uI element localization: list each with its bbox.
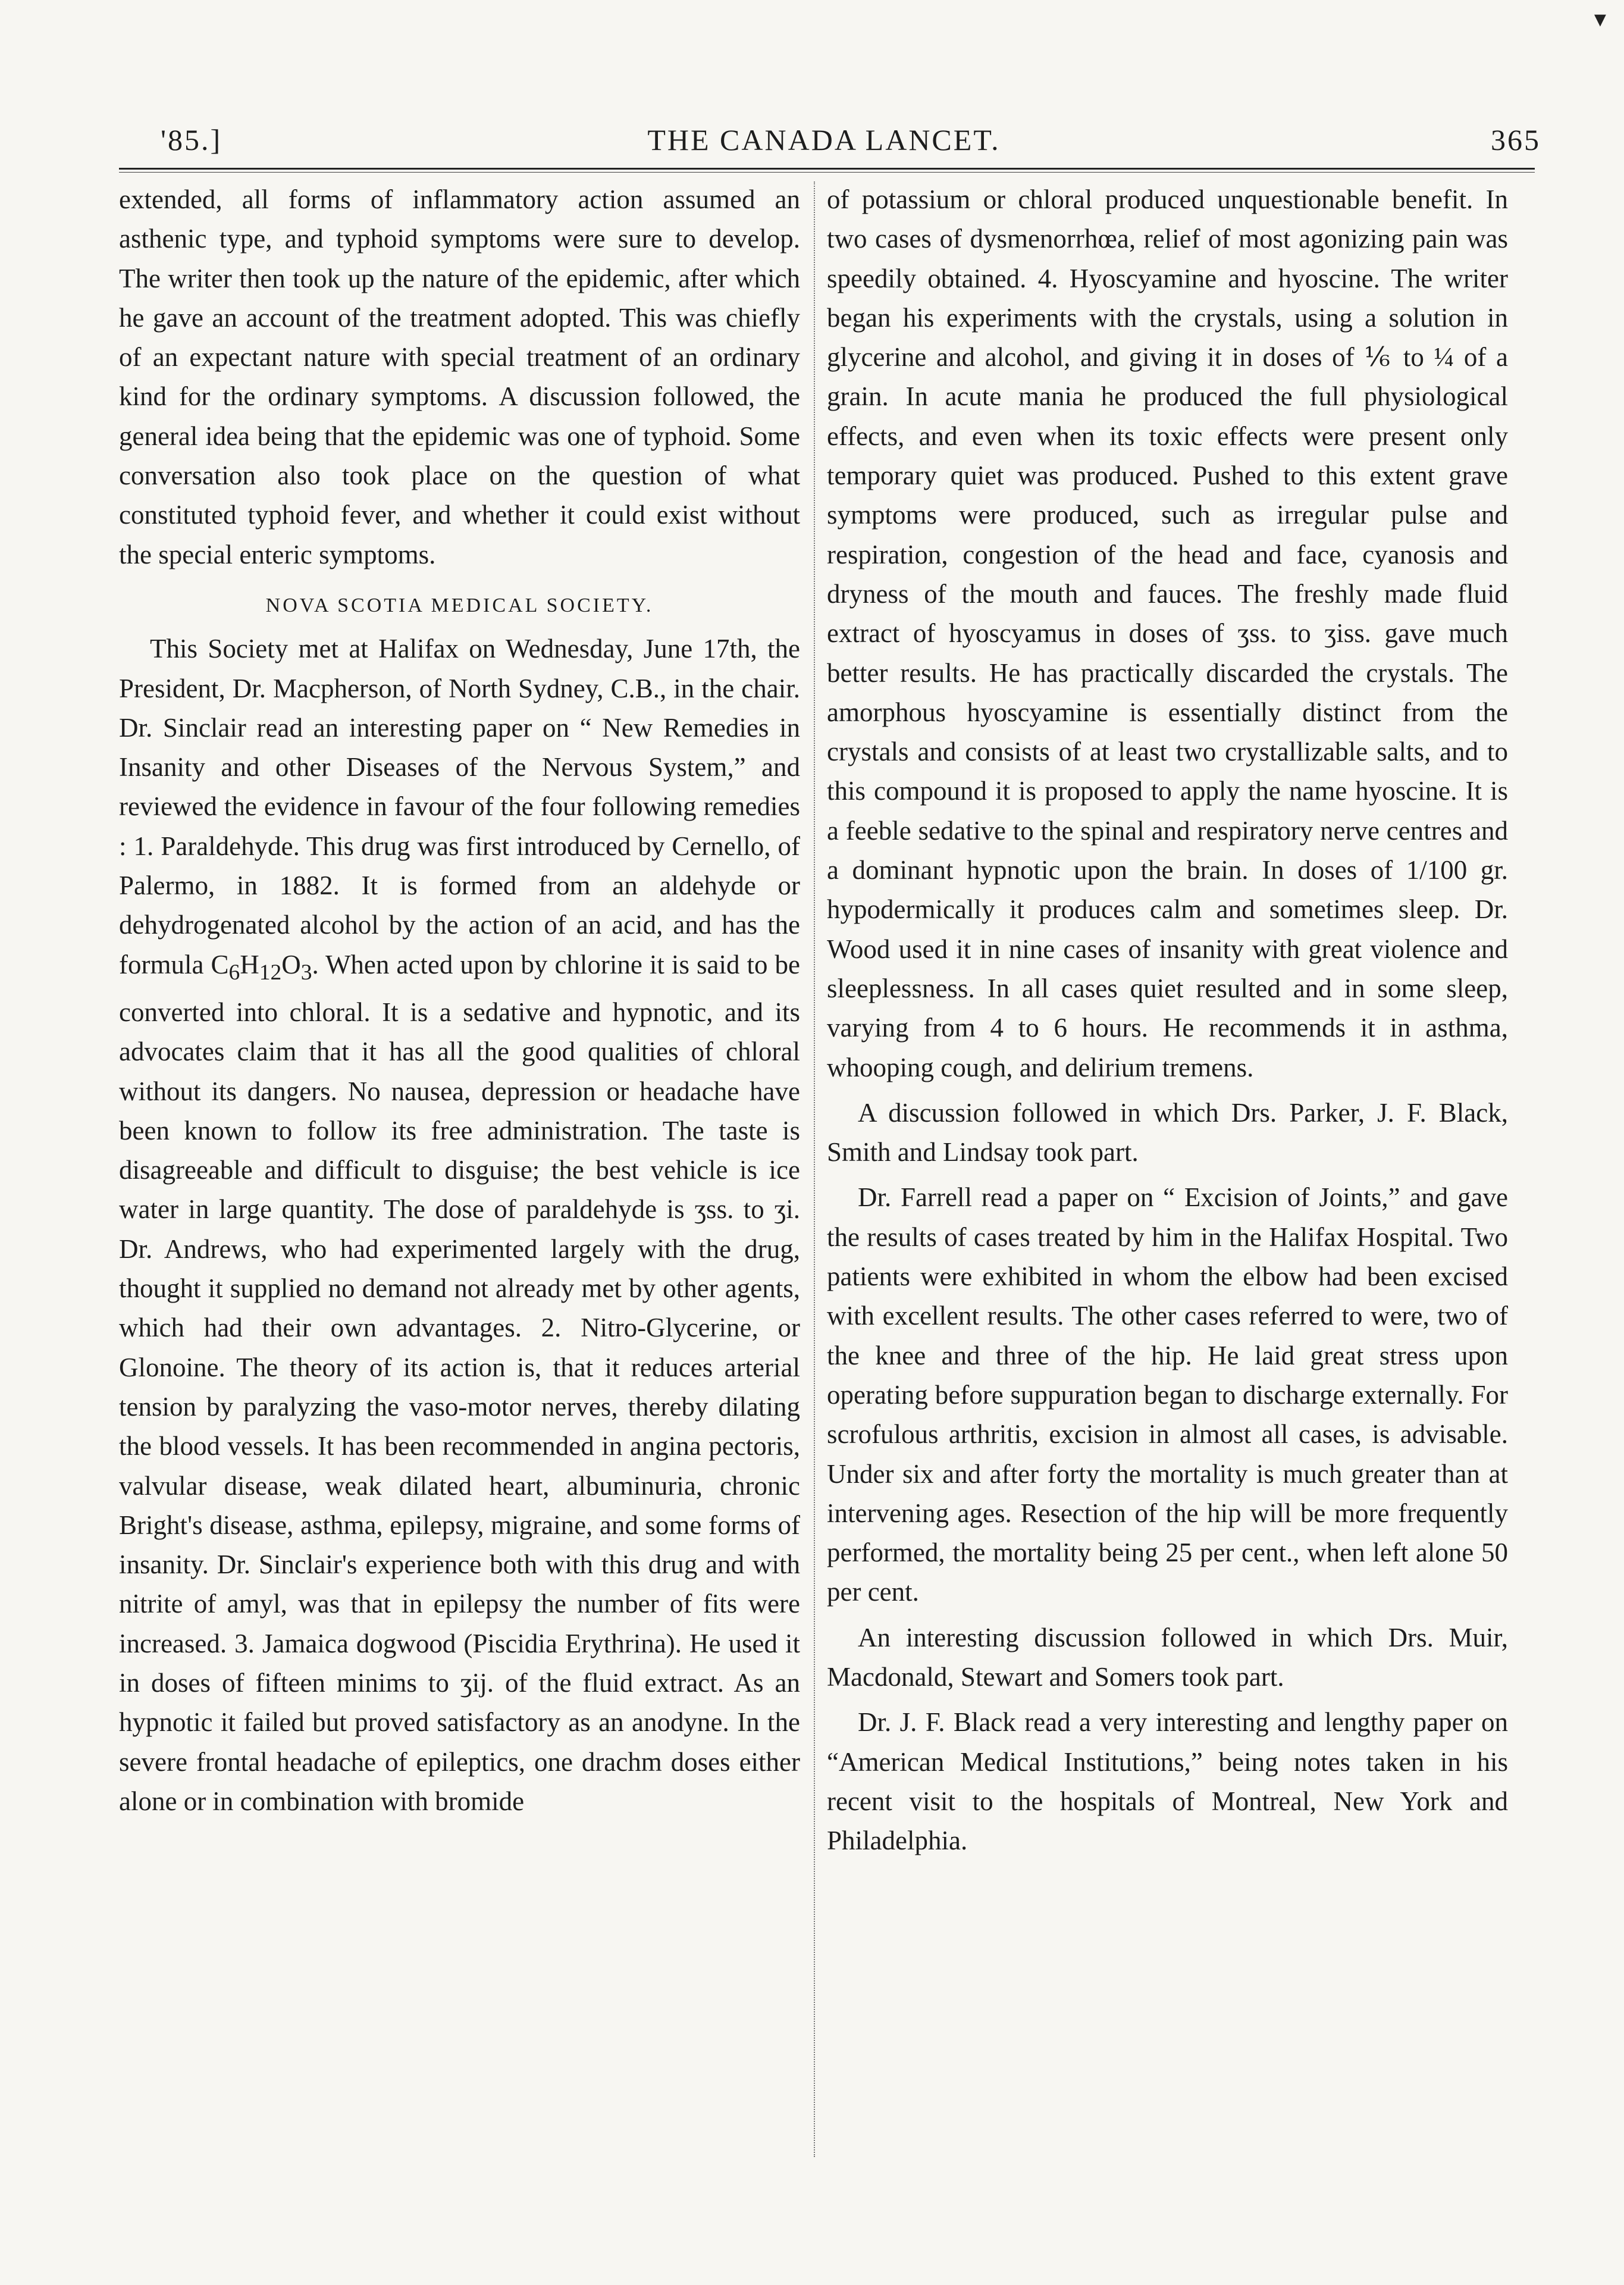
paragraph-discussion: A discussion followed in which Drs. Parker, J. F. Black, Smith and Lindsay took part. xyxy=(827,1097,1508,1167)
paragraph-continued xyxy=(827,180,1508,1087)
text-segment: gr. hypodermically it produces calm and sometimes sleep. Dr. Wood used it in nine cases of insanity with great violence and sleeplessness. In all cases quiet resulted and in some sleep, varying from 4 to 6 hours. He recommends it in asthma, whooping cough, and delirium tremens. xyxy=(827,855,1508,1082)
paragraph-society-meeting xyxy=(119,629,800,1821)
page-number: 365 xyxy=(1491,123,1541,156)
journal-title: THE CANADA LANCET. xyxy=(647,123,1001,156)
text-segment: . When acted upon by chlorine it is said to be converted into chloral. It is a sedative and hypnotic, and its advocates claim that it has all the good qualities of chloral without its dangers. No nausea, depression or headache have been known to follow its free administration. The taste is disagreeable and difficult to disguise; the best vehicle is ice water in large quantity. The dose of paraldehyde is ʒss. to ʒi. Dr. Andrews, who had experimented largely with the drug, thought it supplied no demand not already met by other agents, which had their own advantages. 2. Nitro-Glycerine, or Glonoine. The theory of its action is, that it reduces arterial tension by paralyzing the vaso-motor nerves, thereby dilating the blood vessels. It has been recommended in angina pectoris, valvular disease, weak dilated heart, albuminuria, chronic Bright's disease, asthma, epilepsy, migraine, and some forms of insanity. Dr. Sinclair's experience both with this drug and with nitrite of amyl, was that in epilepsy the number of fits were increased. 3. Jamaica dogwood (Piscidia Erythrina). He used it in doses of fifteen minims to ʒij. of the fluid extract. As an hypnotic it failed but proved satisfactory as an anodyne. In the severe frontal headache of epileptics, one drachm doses either alone or in combination with bromide xyxy=(119,949,800,1816)
journal-page xyxy=(119,113,1541,2184)
paragraph-discussion-2: An interesting discussion followed in which Drs. Muir, Macdonald, Stewart and Somers took part. xyxy=(827,1622,1508,1692)
formula-letter: H xyxy=(240,949,259,979)
subscript: 3 xyxy=(300,960,312,985)
text-segment: of potassium or chloral produced unquestionable benefit. In two cases of dysmenorrhœa, relief of most agonizing pain was speedily obtained. 4. Hyoscyamine and hyoscine. The writer began his experiments with the crystals, using a solution in glycerine and alcohol, and giving it in doses of ⅙ to ¼ of a grain. In acute mania he produced the full physiological effects, and even when its toxic effects were present only temporary quiet was produced. Pushed to this extent grave symptoms were produced, such as irregular pulse and respiration, congestion of the head and face, cyanosis and dryness of the mouth and fauces. The freshly made fluid extract of hyoscyamus in doses of ʒss. to ʒiss. gave much better results. He has practically discarded the crystals. The amorphous hyoscyamine is essentially distinct from the crystals and consists of at least two crystallizable salts, and to this compound it is proposed to apply the name hyoscine. It is a feeble sedative to the spinal and respiratory nerve centres and a dominant hypnotic upon the brain. In doses of xyxy=(827,184,1508,885)
text-segment: This Society met at Halifax on Wednesday, June 17th, the President, Dr. Macpherson, of North Sydney, C.B., in the chair. Dr. Sinclair read an interesting paper on “ New Remedies in Insanity and other Diseases of the Nervous System,” and reviewed the evidence in favour of the four following remedies : 1. Paraldehyde. This drug was first introduced by Cernello, of Palermo, in 1882. It is formed from an aldehyde or dehydrogenated alcohol by the action of an acid, and has the formula C xyxy=(119,634,800,979)
subscript: 6 xyxy=(228,960,240,985)
running-header xyxy=(119,113,1541,179)
stray-mark: ▾ xyxy=(1594,5,1606,32)
subscript: 12 xyxy=(259,960,282,985)
left-column xyxy=(119,180,800,1821)
section-heading: NOVA SCOTIA MEDICAL SOCIETY. xyxy=(265,594,654,616)
paragraph-continued: extended, all forms of inflammatory action assumed an asthenic type, and typhoid symptoms were sure to develop. The writer then took up the nature of the epidemic, after which he gave an account of the treatment adopted. This was chiefly of an expectant nature with special treatment of an ordinary kind for the ordinary symptoms. A discussion followed, the general idea being that the epidemic was one of typhoid. Some conversation also took place on the question of what constituted typhoid fever, and whether it could exist without the special enteric symptoms. xyxy=(119,184,800,569)
column-divider xyxy=(814,181,815,2157)
paragraph-farrell: Dr. Farrell read a paper on “ Excision of Joints,” and gave the results of cases treated by him in the Halifax Hospital. Two patients were exhibited in whom the elbow had been excised with excellent results. The other cases referred to were, two of the knee and three of the hip. He laid great stress upon operating before suppuration began to discharge externally. For scrofulous arthritis, excision in almost all cases, is advisable. Under six and after forty the mortality is much greater than at intervening ages. Resection of the hip will be more frequently performed, the mortality being 25 per cent., when left alone 50 per cent. xyxy=(827,1182,1508,1607)
right-column xyxy=(827,180,1508,1860)
formula-letter: O xyxy=(281,949,301,979)
header-rule xyxy=(119,168,1535,173)
header-year: '85.] xyxy=(161,123,222,156)
fraction: 1/100 xyxy=(1406,855,1468,885)
paragraph-black: Dr. J. F. Black read a very interesting and lengthy paper on “American Medical Institutions,” being notes taken in his recent visit to the hospitals of Montreal, New York and Philadelphia. xyxy=(827,1707,1508,1856)
